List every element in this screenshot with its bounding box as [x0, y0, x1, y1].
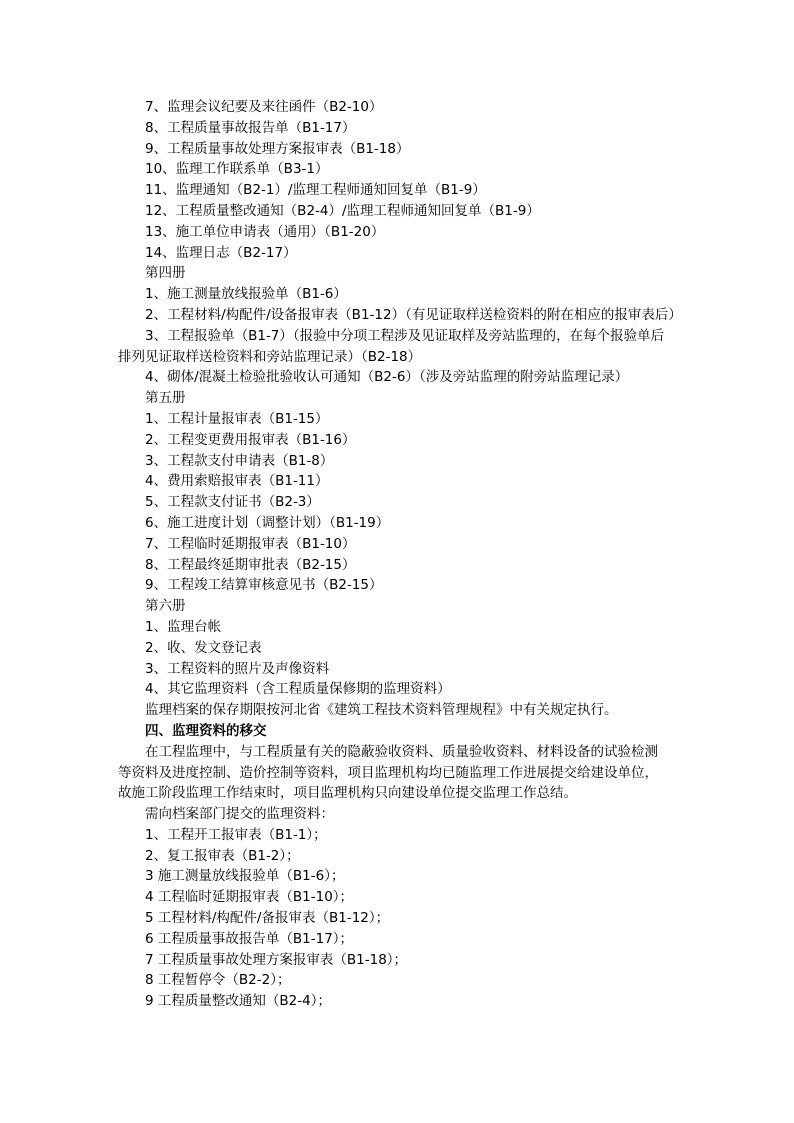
- list-item: 3 施工测量放线报验单（B1-6）；: [145, 868, 345, 885]
- list-item: 10、监理工作联系单（B3-1）: [145, 161, 329, 178]
- list-item: 12、工程质量整改通知（B2-4）/监理工程师通知回复单（B1-9）: [145, 202, 540, 219]
- list-item: 3、工程报验单（B1-7）（报验中分项工程涉及见证取样及旁站监理的，在每个报验单后: [145, 327, 665, 344]
- list-item: 8、工程质量事故报告单（B1-17）: [145, 119, 356, 136]
- list-item: 4、其它监理资料（含工程质量保修期的监理资料）: [145, 681, 451, 698]
- list-item: 8、工程最终延期审批表（B2-15）: [145, 556, 356, 573]
- document-page: [118, 97, 682, 1012]
- list-item: 6、施工进度计划（调整计划）（B1-19）: [145, 514, 390, 531]
- paragraph-line: 在工程监理中，与工程质量有关的隐蔽验收资料、质量验收资料、材料设备的试验检测: [145, 743, 658, 760]
- list-item: 7、工程临时延期报审表（B1-10）: [145, 535, 356, 552]
- list-item: 7、监理会议纪要及来往函件（B2-10）: [145, 99, 383, 115]
- paragraph-line: 故施工阶段监理工作结束时，项目监理机构只向建设单位提交监理工作总结。: [118, 785, 577, 802]
- volume5-title: 第五册: [145, 390, 186, 407]
- list-item: 2、收、发文登记表: [145, 639, 262, 656]
- list-item: 1、工程计量报审表（B1-15）: [145, 410, 329, 427]
- list-item: 11、监理通知（B2-1）/监理工程师通知回复单（B1-9）: [145, 182, 486, 199]
- list-item: 13、施工单位申请表（通用）（B1-20）: [145, 223, 385, 240]
- list-item: 1、工程开工报审表（B1-1）；: [145, 826, 327, 843]
- list-item: 8 工程暂停令（B2-2）；: [145, 972, 291, 989]
- list-item: 9、工程质量事故处理方案报审表（B1-18）: [145, 140, 410, 157]
- list-item-continuation: 排列见证取样送检资料和旁站监理记录）（B2-18）: [118, 348, 422, 365]
- list-item: 9 工程质量整改通知（B2-4）；: [145, 993, 331, 1010]
- list-item: 3、工程资料的照片及声像资料: [145, 660, 330, 677]
- list-item: 6 工程质量事故报告单（B1-17）；: [145, 930, 354, 947]
- list-item: 4、砌体/混凝土检验批验收认可通知（B2-6）（涉及旁站监理的附旁站监理记录）: [145, 369, 629, 386]
- list-item: 9、工程竣工结算审核意见书（B2-15）: [145, 577, 383, 594]
- list-item: 7 工程质量事故处理方案报审表（B1-18）；: [145, 951, 408, 968]
- retention-note: 监理档案的保存期限按河北省《建筑工程技术资料管理规程》中有关规定执行。: [145, 702, 618, 719]
- list-item: 1、施工测量放线报验单（B1-6）: [145, 286, 347, 303]
- volume4-title: 第四册: [145, 265, 186, 282]
- list-item: 14、监理日志（B2-17）: [145, 244, 297, 261]
- paragraph-line: 等资料及进度控制、造价控制等资料，项目监理机构均已随监理工作进展提交给建设单位，: [118, 764, 658, 781]
- list-item: 3、工程款支付申请表（B1-8）: [145, 452, 334, 469]
- list-item: 4、费用索赔报审表（B1-11）: [145, 473, 329, 490]
- list-item: 1、监理台帐: [145, 618, 222, 635]
- section-heading: 四、监理资料的移交: [145, 722, 267, 739]
- list-item: 2、工程变更费用报审表（B1-16）: [145, 431, 356, 448]
- list-item: 4 工程临时延期报审表（B1-10）；: [145, 889, 354, 906]
- list-item: 5 工程材料/构配件/备报审表（B1-12）；: [145, 910, 390, 927]
- list-item: 5、工程款支付证书（B2-3）: [145, 494, 320, 511]
- archive-intro: 需向档案部门提交的监理资料：: [145, 806, 334, 823]
- list-item: 2、工程材料/构配件/设备报审表（B1-12）（有见证取样送检资料的附在相应的报审表后）: [145, 306, 682, 323]
- volume6-title: 第六册: [145, 598, 186, 615]
- list-item: 2、复工报审表（B1-2）；: [145, 847, 300, 864]
